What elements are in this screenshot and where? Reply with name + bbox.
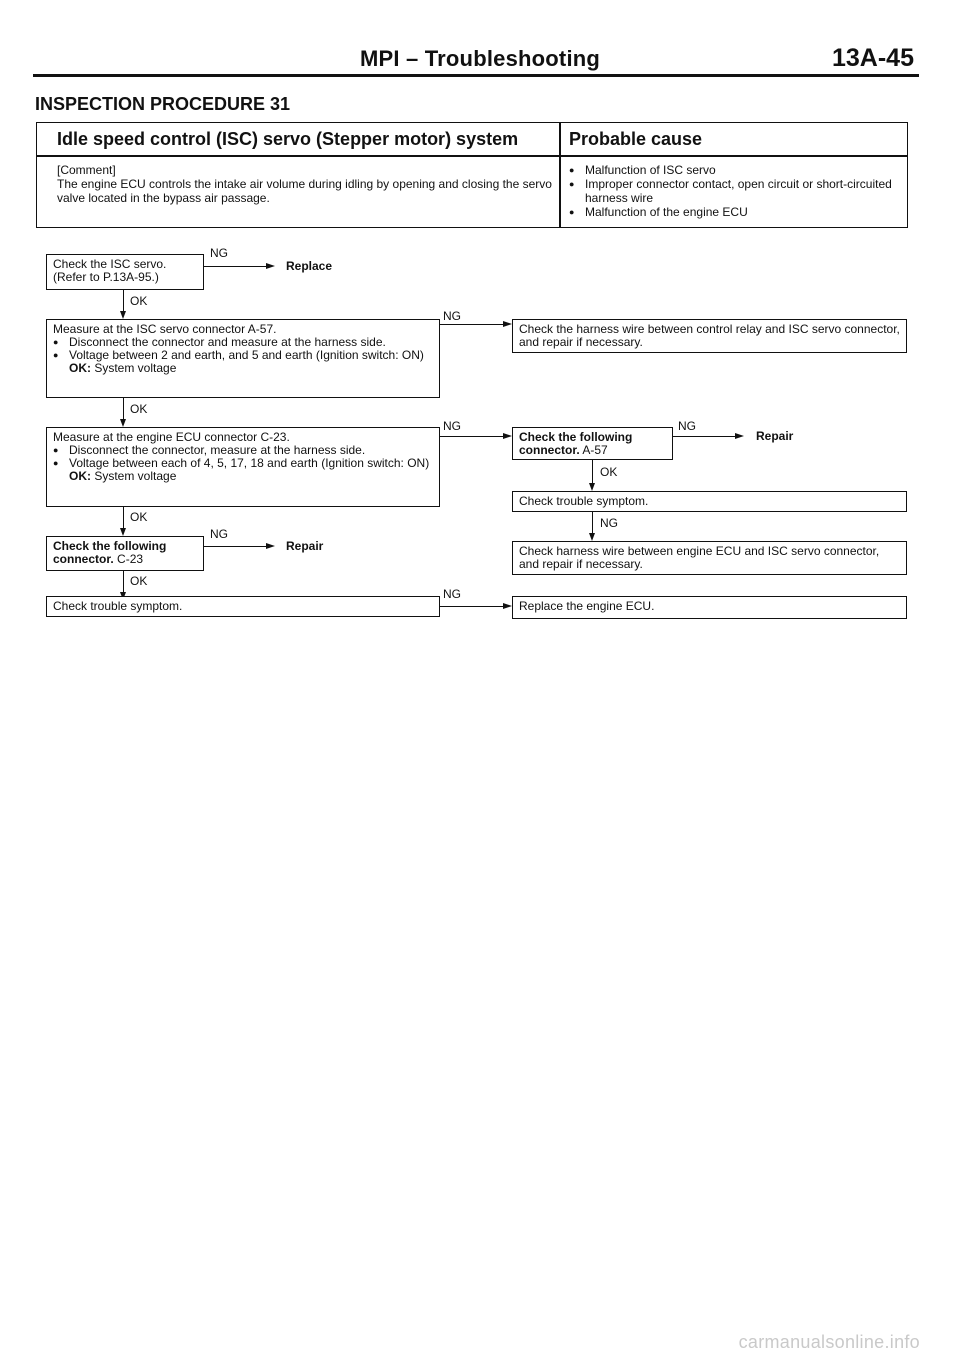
- step2-bullet: ● Disconnect the connector and measure at the harness side.: [53, 336, 433, 349]
- system-heading: Idle speed control (ISC) servo (Stepper motor) system: [57, 129, 519, 149]
- arrow-down-icon: [120, 419, 126, 427]
- step2-title: Measure at the ISC servo connector A-57.: [53, 322, 277, 336]
- step3-check-bold: Check the following connector.: [519, 430, 633, 457]
- step5-action-box: [512, 596, 907, 619]
- step3-check-ok-label: OK: [600, 465, 618, 479]
- cause-item: ● Improper connector contact, open circuit or short-circuited harness wire: [569, 177, 905, 205]
- step3-check-action: Repair: [756, 429, 794, 443]
- summary-divider-vertical: [559, 123, 561, 227]
- step3-ok-spec-label: OK:: [69, 469, 91, 483]
- step2-action: Check the harness wire between control relay and ISC servo connector, and repair if necessary.: [519, 322, 900, 349]
- step3-harness: Check harness wire between engine ECU and ISC servo connector, and repair if necessary.: [519, 544, 880, 571]
- step2-ok-line: [123, 398, 124, 420]
- step4-ok-label: OK: [130, 574, 148, 588]
- step3-symptom-ng-line: [592, 512, 593, 534]
- step2-ok-spec-value: System voltage: [94, 361, 177, 375]
- step5-box: [46, 596, 440, 617]
- step4-ng-label: NG: [210, 527, 228, 541]
- arrow-right-icon: [266, 263, 275, 269]
- page-header-title: MPI – Troubleshooting: [359, 46, 601, 71]
- step1-ng-line: [204, 266, 266, 267]
- step4-ng-line: [204, 546, 266, 547]
- step3-title: Measure at the engine ECU connector C-23.: [53, 430, 290, 444]
- arrow-right-icon: [503, 321, 512, 327]
- cause-heading: Probable cause: [569, 129, 703, 149]
- step3-check-ng-label: NG: [678, 419, 696, 433]
- step3-ok-label: OK: [130, 510, 148, 524]
- summary-table: [36, 122, 908, 228]
- step3-check-text: A-57: [582, 443, 608, 457]
- step1-ng-label: NG: [210, 246, 228, 260]
- procedure-title: INSPECTION PROCEDURE 31: [35, 94, 291, 114]
- step4-ok-line: [123, 571, 124, 593]
- arrow-right-icon: [735, 433, 744, 439]
- step3-symptom-ng-label: NG: [600, 516, 618, 530]
- step3-ng-label: NG: [443, 419, 461, 433]
- arrow-right-icon: [503, 603, 512, 609]
- arrow-right-icon: [503, 433, 512, 439]
- step3-bullet: ● Voltage between each of 4, 5, 17, 18 and earth (Ignition switch: ON): [53, 457, 433, 470]
- step1-ok-line: [123, 290, 124, 312]
- step4-bold: Check the following connector.: [53, 539, 167, 566]
- header-rule: [33, 74, 919, 77]
- cause-item: ● Malfunction of ISC servo: [569, 163, 905, 177]
- arrow-right-icon: [266, 543, 275, 549]
- step1-action: Replace: [286, 259, 333, 273]
- step2-bullet: ● Voltage between 2 and earth, and 5 and earth (Ignition switch: ON): [53, 349, 433, 362]
- step4-box: [46, 536, 204, 571]
- step3-ng-line: [440, 436, 503, 437]
- step2-ok-spec: [53, 362, 433, 375]
- step1-line1: Check the ISC servo.: [53, 257, 167, 271]
- arrow-down-icon: [589, 533, 595, 541]
- watermark: carmanualsonline.info: [738, 1332, 920, 1352]
- step1-ok-label: OK: [130, 294, 148, 308]
- step3-harness-box: [512, 541, 907, 575]
- step3-symptom: Check trouble symptom.: [519, 494, 649, 508]
- step1-box: [46, 254, 204, 290]
- step2-box: [46, 319, 440, 398]
- step3-ok-spec-value: System voltage: [94, 469, 177, 483]
- step4-action: Repair: [286, 539, 324, 553]
- step3-ok-spec: [53, 470, 433, 483]
- arrow-down-icon: [589, 483, 595, 491]
- step3-check-box: [512, 427, 673, 460]
- step3-bullet: ● Disconnect the connector, measure at the harness side.: [53, 444, 433, 457]
- step3-check-ng-line: [673, 436, 735, 437]
- step3-ok-line: [123, 507, 124, 529]
- comment-label: [Comment]: [57, 163, 116, 177]
- step2-ok-spec-label: OK:: [69, 361, 91, 375]
- step2-ok-label: OK: [130, 402, 148, 416]
- comment-block: [57, 163, 552, 205]
- step3-symptom-box: [512, 491, 907, 512]
- step5-action: Replace the engine ECU.: [519, 599, 655, 613]
- cause-item: ● Malfunction of the engine ECU: [569, 205, 905, 219]
- comment-text: The engine ECU controls the intake air volume during idling by opening and closing the servo valve located in the bypass air passage.: [57, 177, 552, 205]
- step5-ng-label: NG: [443, 587, 461, 601]
- summary-divider-horizontal: [37, 155, 907, 157]
- step2-action-box: [512, 319, 907, 353]
- step3-check-ok-line: [592, 460, 593, 484]
- step4-text: C-23: [117, 552, 144, 566]
- arrow-down-icon: [120, 528, 126, 536]
- cause-list: [569, 163, 905, 219]
- step1-line2: (Refer to P.13A-95.): [53, 270, 159, 284]
- step5-text: Check trouble symptom.: [53, 599, 183, 613]
- step2-ng-line: [440, 324, 503, 325]
- step3-box: [46, 427, 440, 507]
- page-number: 13A-45: [832, 44, 914, 72]
- arrow-down-icon: [120, 311, 126, 319]
- step2-ng-label: NG: [443, 309, 461, 323]
- step5-ng-line: [440, 606, 503, 607]
